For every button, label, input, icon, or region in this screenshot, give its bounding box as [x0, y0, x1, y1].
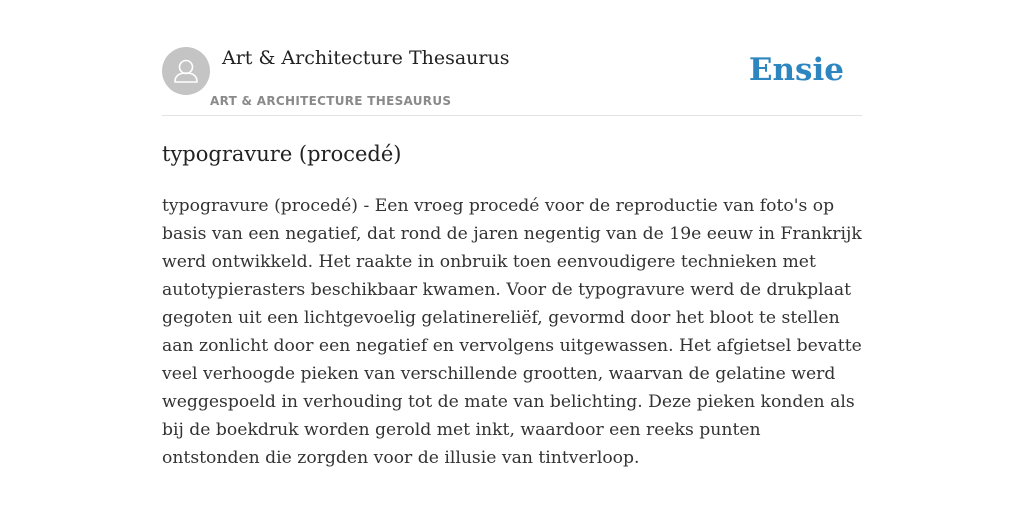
author-name[interactable]: Art & Architecture Thesaurus	[222, 47, 510, 69]
avatar[interactable]	[162, 47, 210, 95]
user-icon	[162, 47, 210, 95]
article-body: typogravure (procedé) - Een vroeg procedé voor de reproductie van foto's op basis van een negatief, dat rond de jaren negentig van de 19e eeuw in Frankrijk werd ontwikkeld. Het raakte in onbruik toen eenvoudigere technieken met autotypierasters beschikbaar kwamen. Voor de typogravure werd de drukplaat gegoten uit een lichtgevoelig gelatinereliëf, gevormd door het bloot te stellen aan zonlicht door een negatief en vervolgens uitgewassen. Het afgietsel bevatte veel verhoogde pieken van verschillende grootten, waarvan de gelatine werd weggespoeld in verhouding tot de mate van belichting. Deze pieken konden als bij de boekdruk worden gerold met inkt, waardoor een reeks punten ontstonden die zorgden voor de illusie van tintverloop.	[162, 196, 862, 468]
author-subtitle: ART & ARCHITECTURE THESAURUS	[210, 94, 452, 108]
page-header	[162, 0, 862, 116]
page-title: typogravure (procedé)	[162, 142, 402, 166]
brand-logo[interactable]: Ensie	[748, 52, 844, 88]
